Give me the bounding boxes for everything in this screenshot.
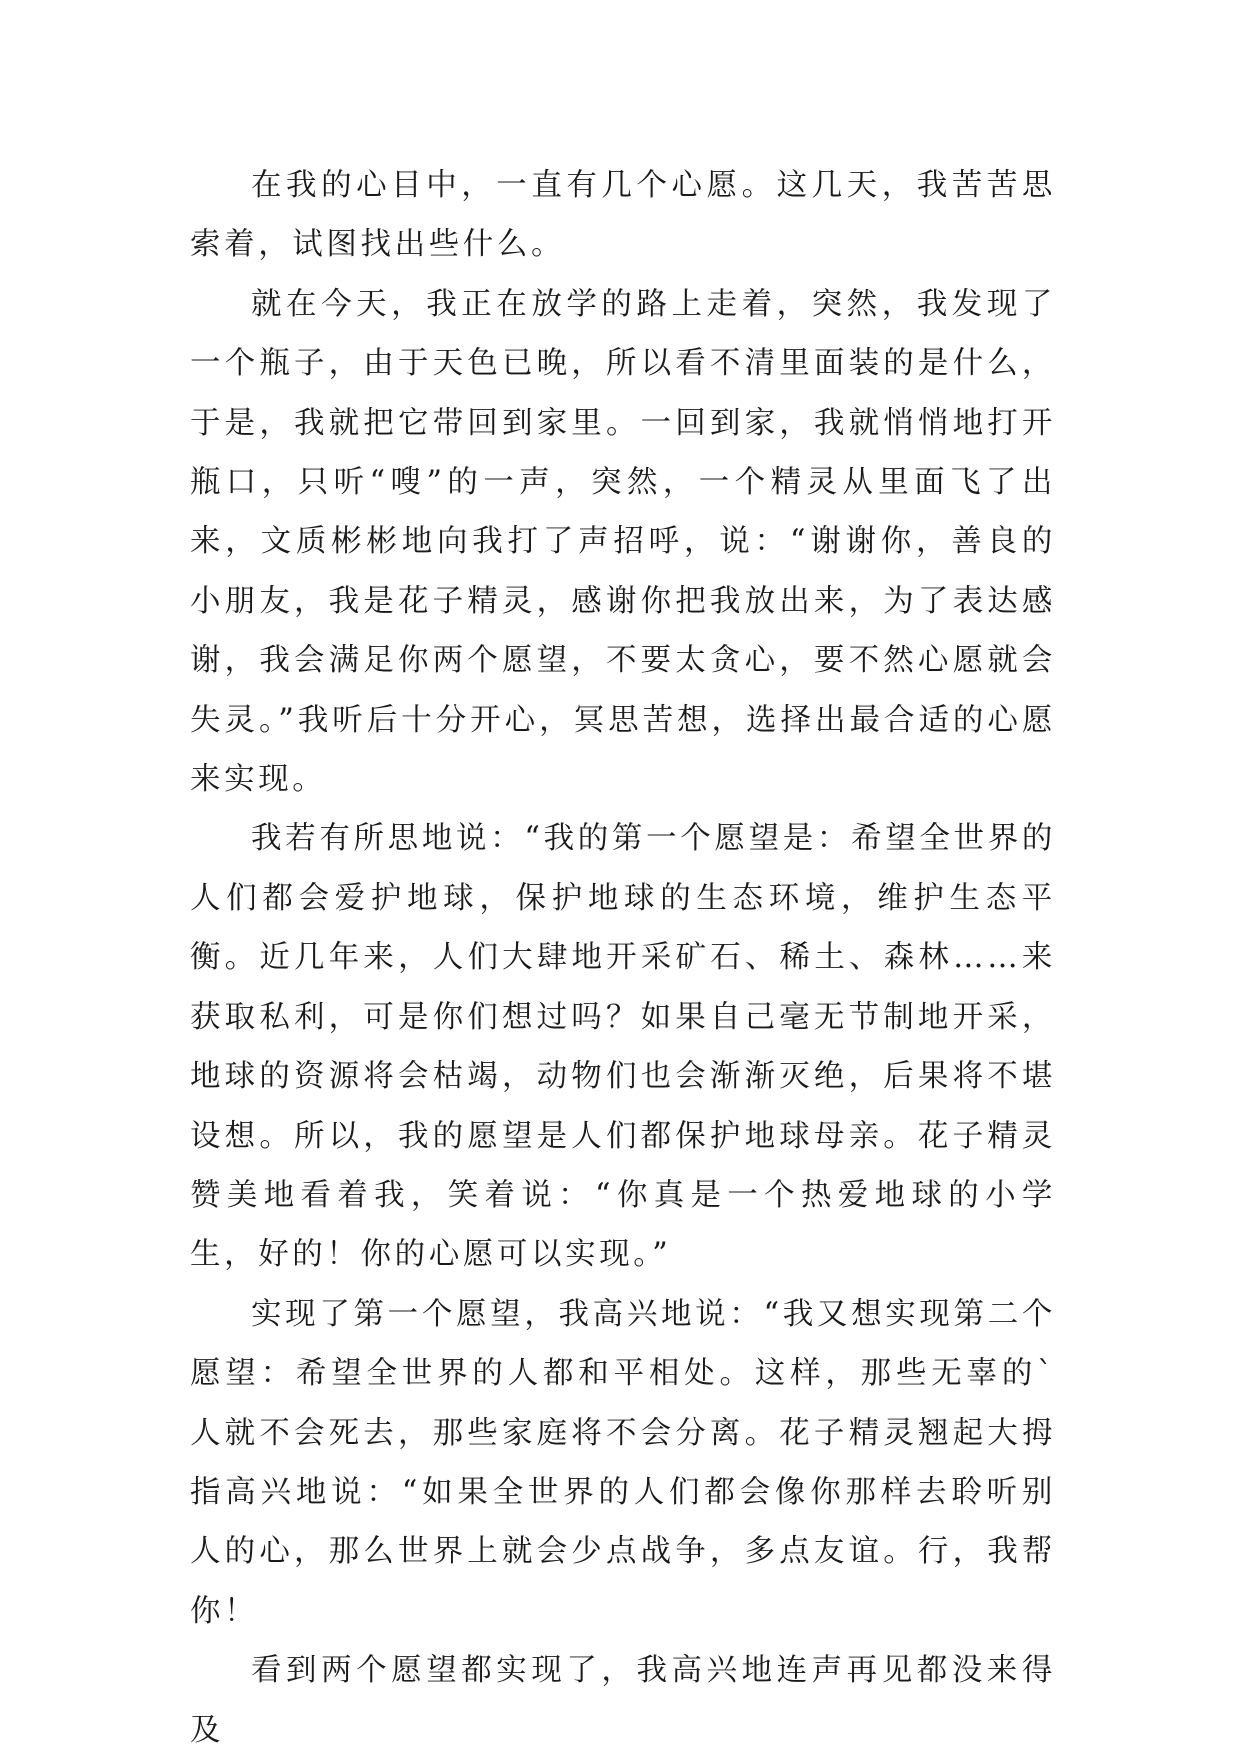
document-body — [190, 156, 1056, 1760]
paragraph: 看到两个愿望都实现了，我高兴地连声再见都没来得及 — [190, 1653, 1056, 1748]
paragraph: 在我的心目中，一直有几个心愿。这几天，我苦苦思索着，试图找出些什么。 — [190, 168, 1056, 263]
paragraph: 实现了第一个愿望，我高兴地说：“我又想实现第二个愿望：希望全世界的人都和平相处。这样，那些无辜的`人就不会死去，那些家庭将不会分离。花子精灵翘起大拇指高兴地说：“如果全世界的人们都会像你那样去聆听别人的心，那么世界上就会少点战争，多点友谊。行，我帮你！ — [190, 1296, 1056, 1629]
paragraph: 就在今天，我正在放学的路上走着，突然，我发现了一个瓶子，由于天色已晚，所以看不清里面装的是什么，于是，我就把它带回到家里。一回到家，我就悄悄地打开瓶口，只听“嗖”的一声，突然，一个精灵从里面飞了出来，文质彬彬地向我打了声招呼，说：“谢谢你，善良的小朋友，我是花子精灵，感谢你把我放出来，为了表达感谢，我会满足你两个愿望，不要太贪心，要不然心愿就会失灵。”我听后十分开心，冥思苦想，选择出最合适的心愿来实现。 — [190, 286, 1056, 798]
paragraph: 我若有所思地说：“我的第一个愿望是：希望全世界的人们都会爱护地球，保护地球的生态环境，维护生态平衡。近几年来，人们大肆地开采矿石、稀土、森林……来获取私利，可是你们想过吗？如果自己毫无节制地开采，地球的资源将会枯竭，动物们也会渐渐灭绝，后果将不堪设想。所以，我的愿望是人们都保护地球母亲。花子精灵赞美地看着我，笑着说：“你真是一个热爱地球的小学生，好的！你的心愿可以实现。” — [190, 821, 1056, 1273]
